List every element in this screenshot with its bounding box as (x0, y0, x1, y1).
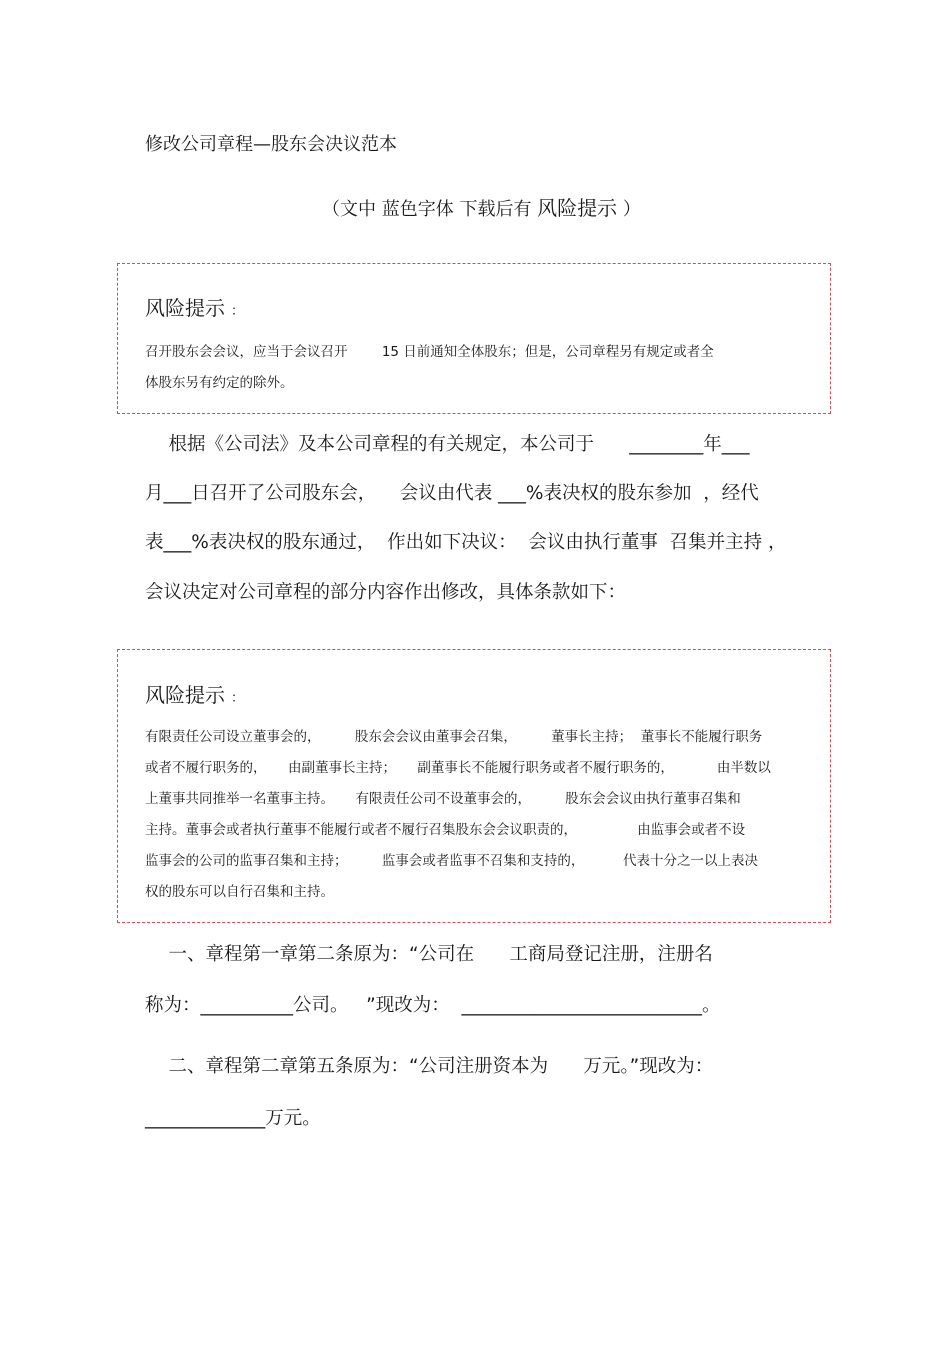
article-two-line: 二、章程第二章第五条原为：“公司注册资本为 万元。”现改为： (145, 1056, 714, 1077)
risk-notice-line: 上董事共同推举一名董事主持。 有限责任公司不设董事会的， 股东会会议由执行董事召集和 (145, 791, 741, 807)
risk-notice-line: 主持。董事会或者执行董事不能履行或者不履行召集股东会会议职责的， 由监事会或者不设 (145, 822, 746, 838)
risk-heading-text: 风险提示 (145, 683, 225, 707)
resolution-paragraph-line: 会议决定对公司章程的部分内容作出修改，具体条款如下： (145, 582, 627, 603)
resolution-paragraph-line: 根据《公司法》及本公司章程的有关规定，本公司于 ________年___ (145, 434, 750, 455)
subtitle-emphasis: 风险提示 (537, 196, 618, 220)
subtitle-prefix: （文中 蓝色字体 下载后有 (322, 199, 538, 220)
article-two-line: _____________万元。 (145, 1108, 321, 1129)
risk-notice-line: 或者不履行职务的， 由副董事长主持； 副董事长不能履行职务或者不履行职务的， 由半数以 (145, 760, 771, 776)
subtitle-suffix: ） (617, 199, 641, 220)
risk-notice-box (117, 263, 831, 414)
resolution-paragraph-line: 月___日召开了公司股东会， 会议由代表 ___%表决权的股东参加 ，经代 (145, 483, 759, 504)
resolution-paragraph-line: 表___%表决权的股东通过， 作出如下决议： 会议由执行董事 召集并主持 ， (145, 532, 787, 553)
risk-notice-heading (145, 292, 244, 321)
risk-notice-line: 有限责任公司设立董事会的， 股东会会议由董事会召集， 董事长主持； 董事长不能履行职务 (145, 729, 763, 745)
risk-notice-line: 召开股东会会议，应当于会议召开 15 日前通知全体股东；但是，公司章程另有规定或者全 (145, 344, 714, 360)
risk-heading-colon: ： (231, 691, 245, 706)
risk-heading-colon: ： (231, 304, 245, 319)
risk-notice-heading (145, 679, 244, 708)
risk-notice-box (117, 649, 831, 923)
document-subtitle (322, 192, 641, 221)
risk-heading-text: 风险提示 (145, 296, 225, 320)
article-one-line: 称为：__________公司。 ”现改为： __________________________。 (145, 995, 721, 1016)
article-one-line: 一、章程第一章第二条原为：“公司在 工商局登记注册，注册名 (145, 944, 713, 965)
risk-notice-line: 权的股东可以自行召集和主持。 (145, 884, 334, 900)
document-title: 修改公司章程—股东会决议范本 (145, 134, 397, 155)
risk-notice-line: 体股东另有约定的除外。 (145, 375, 294, 391)
risk-notice-line: 监事会的公司的监事召集和主持； 监事会或者监事不召集和支持的， 代表十分之一以上表决 (145, 853, 758, 869)
